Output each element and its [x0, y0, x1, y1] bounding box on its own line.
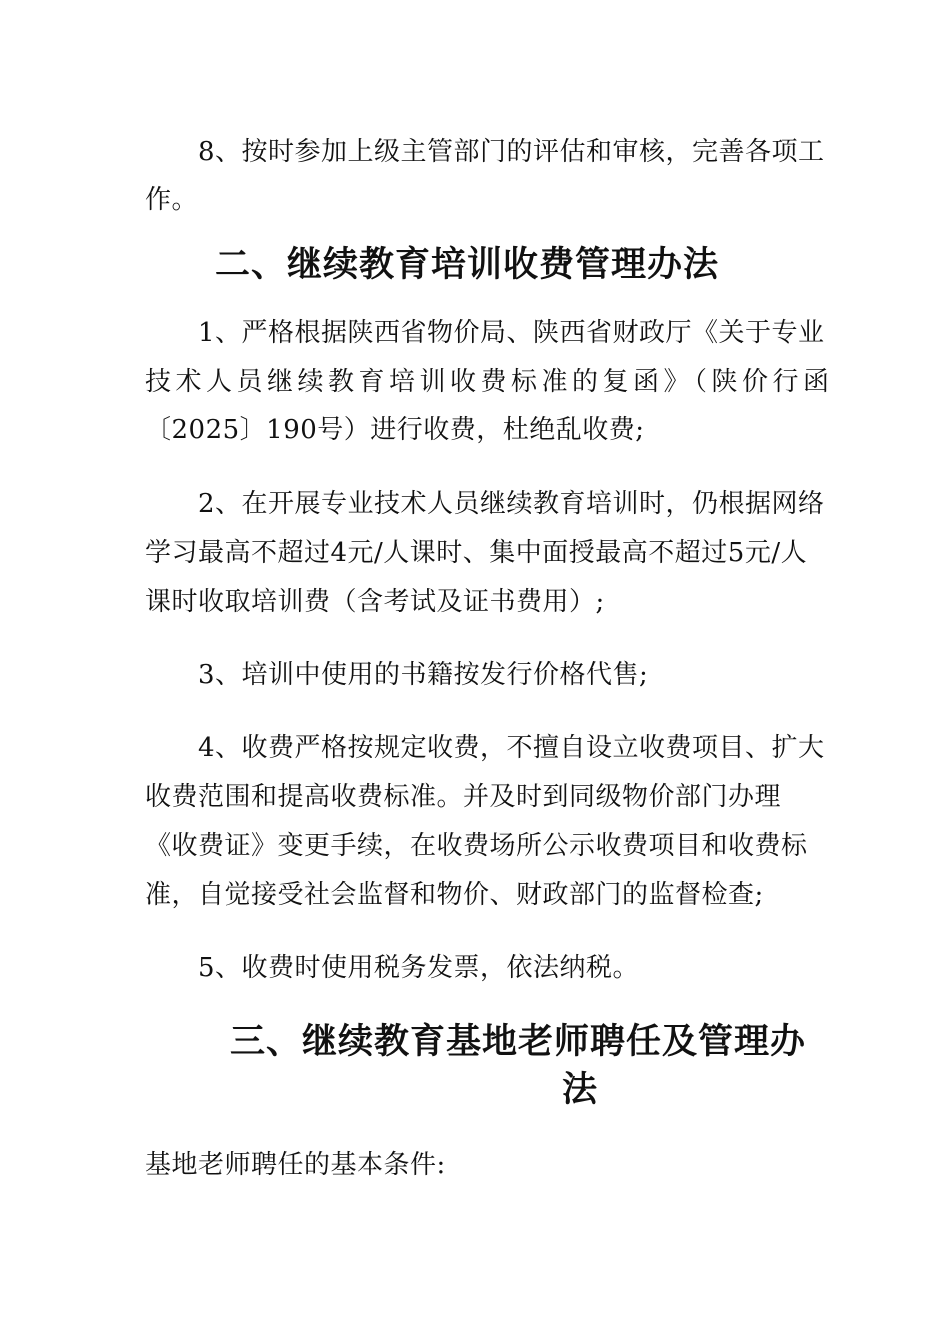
- section-3-intro: 基地老师聘任的基本条件:: [145, 1150, 446, 1180]
- item-8-line-2: 作。: [145, 185, 199, 215]
- section-3-heading-line-2: 法: [562, 1070, 599, 1110]
- section-2-item-2-line-2: 学习最高不超过4元/人课时、集中面授最高不超过5元/人: [145, 538, 808, 568]
- section-3-heading-line-1: 三、继续教育基地老师聘任及管理办: [230, 1022, 807, 1062]
- section-2-item-3-line-1: 3、培训中使用的书籍按发行价格代售;: [198, 660, 649, 690]
- section-2-item-2-line-3: 课时收取培训费（含考试及证书费用）;: [145, 587, 605, 617]
- section-2-item-1-line-1: 1、严格根据陕西省物价局、陕西省财政厅《关于专业: [198, 318, 825, 348]
- section-2-item-4-line-2: 收费范围和提高收费标准。并及时到同级物价部门办理: [145, 782, 782, 812]
- section-2-item-4-line-1: 4、收费严格按规定收费，不擅自设立收费项目、扩大: [198, 733, 825, 763]
- section-2-item-5-line-1: 5、收费时使用税务发票，依法纳税。: [198, 953, 640, 983]
- section-2-item-4-line-4: 准，自觉接受社会监督和物价、财政部门的监督检查;: [145, 880, 764, 910]
- section-2-item-4-line-3: 《收费证》变更手续，在收费场所公示收费项目和收费标: [145, 831, 808, 861]
- section-2-item-2-line-1: 2、在开展专业技术人员继续教育培训时，仍根据网络: [198, 489, 825, 519]
- section-2-item-1-line-2: 技术人员继续教育培训收费标准的复函》（陕价行函: [145, 367, 834, 397]
- item-8-line-1: 8、按时参加上级主管部门的评估和审核，完善各项工: [198, 137, 825, 167]
- section-2-heading: 二、继续教育培训收费管理办法: [215, 245, 720, 285]
- section-2-item-1-line-3: 〔2025〕190号）进行收费，杜绝乱收费;: [145, 415, 645, 445]
